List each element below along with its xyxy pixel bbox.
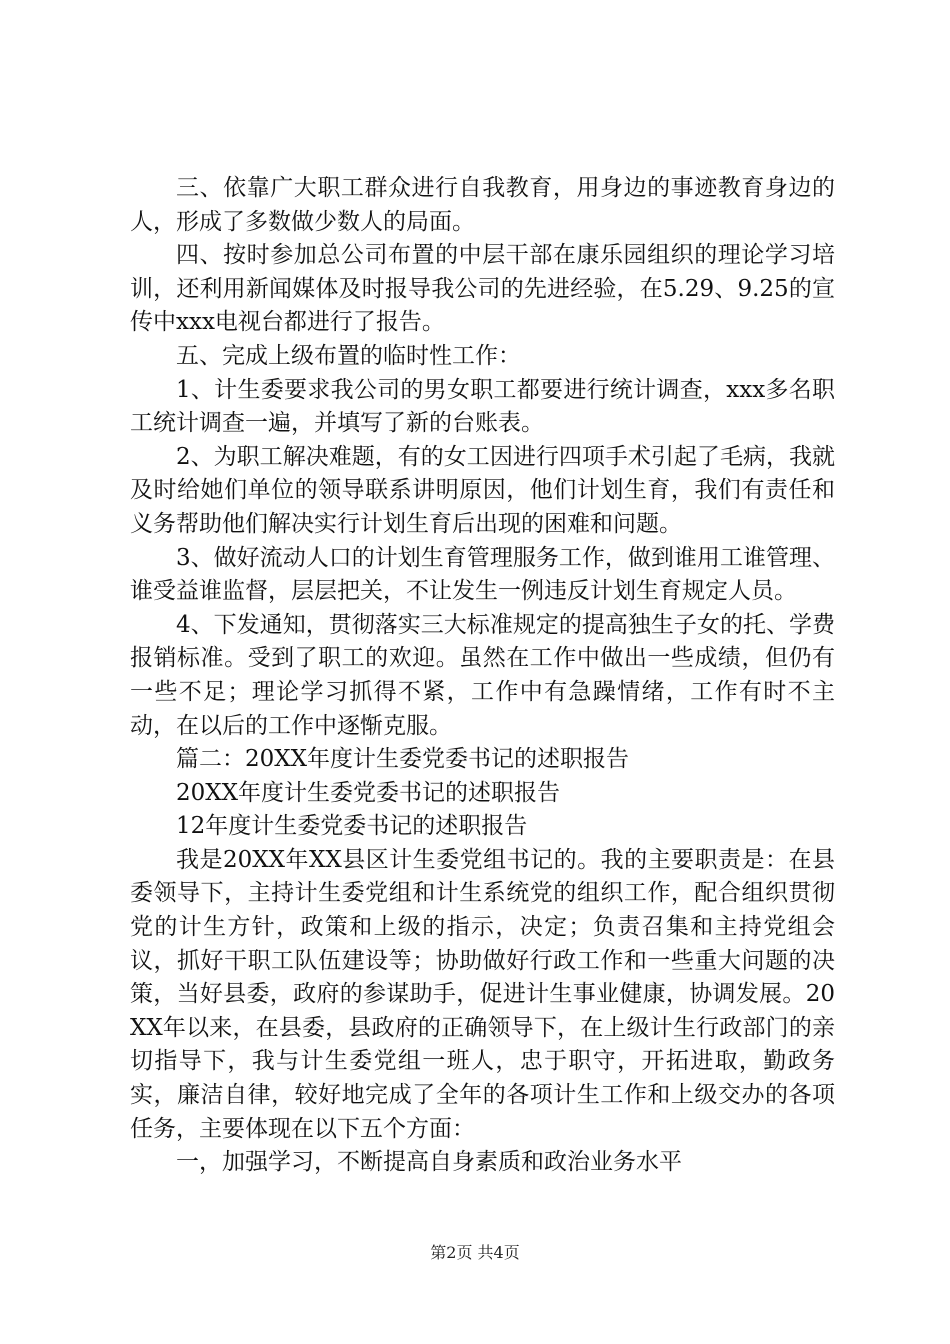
report-subtitle: 12年度计生委党委书记的述职报告 bbox=[176, 813, 528, 840]
document-body bbox=[130, 172, 835, 1180]
page-footer: 第2页 共4页 bbox=[430, 1243, 520, 1262]
paragraph-intro: 我是20XX年XX县区计生委党组书记的。我的主要职责是：在县委领导下，主持计生委党组和计生系统党的组织工作，配合组织贯彻党的计生方针，政策和上级的指示，决定；负责召集和主持党组会议，抓好干职工队伍建设等；协助做好行政工作和一些重大问题的决策，当好县委，政府的参谋助手，促进计生事业健康，协调发展。20XX年以来，在县委，县政府的正确领导下，在上级计生行政部门的亲切指导下，我与计生委党组一班人，忠于职守，开拓进取，勤政务实，廉洁自律，较好地完成了全年的各项计生工作和上级交办的各项任务，主要体现在以下五个方面： bbox=[130, 846, 835, 1142]
paragraph-7: 4、下发通知，贯彻落实三大标准规定的提高独生子女的托、学费报销标准。受到了职工的欢迎。虽然在工作中做出一些成绩，但仍有一些不足；理论学习抓得不紧，工作中有急躁情绪，工作有时不主动，在以后的工作中逐惭克服。 bbox=[130, 611, 835, 739]
section-heading: 篇二：20XX年度计生委党委书记的述职报告 bbox=[176, 746, 630, 773]
paragraph-3: 五、完成上级布置的临时性工作： bbox=[176, 342, 521, 369]
report-title: 20XX年度计生委党委书记的述职报告 bbox=[176, 779, 561, 806]
paragraph-5: 2、为职工解决难题，有的女工因进行四项手术引起了毛病，我就及时给她们单位的领导联系讲明原因，他们计划生育，我们有责任和义务帮助他们解决实行计划生育后出现的困难和问题。 bbox=[130, 443, 835, 537]
paragraph-2: 四、按时参加总公司布置的中层干部在康乐园组织的理论学习培训，还利用新闻媒体及时报导我公司的先进经验，在5.29、9.25的宣传中xxx电视台都进行了报告。 bbox=[130, 242, 835, 336]
paragraph-point-1: 一，加强学习，不断提高自身素质和政治业务水平 bbox=[176, 1149, 682, 1176]
paragraph-1: 三、依靠广大职工群众进行自我教育，用身边的事迹教育身边的人，形成了多数做少数人的局面。 bbox=[130, 175, 835, 235]
paragraph-6: 3、做好流动人口的计划生育管理服务工作，做到谁用工谁管理、谁受益谁监督，层层把关，不让发生一例违反计划生育规定人员。 bbox=[130, 544, 835, 605]
paragraph-4: 1、计生委要求我公司的男女职工都要进行统计调查，xxx多名职工统计调查一遍，并填写了新的台账表。 bbox=[130, 376, 835, 437]
